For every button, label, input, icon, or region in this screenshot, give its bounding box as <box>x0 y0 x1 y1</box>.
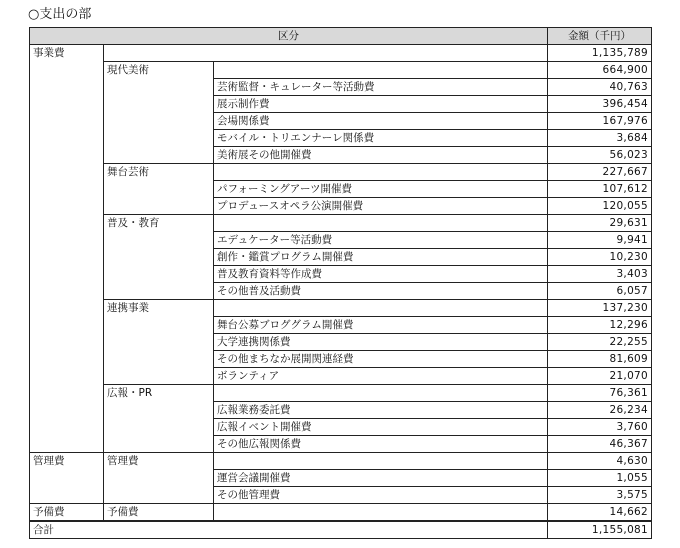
item-row <box>30 181 652 198</box>
item-amount: 81,609 <box>548 351 652 368</box>
subcategory-label <box>104 436 214 453</box>
item-row <box>30 402 652 419</box>
item-label: 芸術監督・キュレーター等活動費 <box>214 79 548 96</box>
group-label <box>30 368 104 385</box>
item-amount: 396,454 <box>548 96 652 113</box>
item-label: 会場関係費 <box>214 113 548 130</box>
item-label: 広報イベント開催費 <box>214 419 548 436</box>
group-row <box>30 45 652 62</box>
subcategory-label: 舞台芸術 <box>104 164 214 181</box>
total-label: 合計 <box>30 521 548 539</box>
category-header: 区分 <box>30 28 548 45</box>
item-amount: 1,055 <box>548 470 652 487</box>
group-label <box>30 181 104 198</box>
item-amount: 40,763 <box>548 79 652 96</box>
subcategory-label <box>104 249 214 266</box>
group-label <box>30 436 104 453</box>
item-amount: 10,230 <box>548 249 652 266</box>
subcategory-label <box>104 147 214 164</box>
group-label <box>30 402 104 419</box>
item-row <box>30 147 652 164</box>
subcategory-spacer <box>214 62 548 79</box>
subcategory-spacer <box>214 453 548 470</box>
subcategory-label <box>104 470 214 487</box>
item-amount: 26,234 <box>548 402 652 419</box>
subcategory-label <box>104 266 214 283</box>
item-label: その他管理費 <box>214 487 548 504</box>
group-label: 事業費 <box>30 45 104 62</box>
item-label: パフォーミングアーツ開催費 <box>214 181 548 198</box>
subcategory-label: 予備費 <box>104 504 214 522</box>
subcategory-label <box>104 351 214 368</box>
item-row <box>30 436 652 453</box>
amount-header: 金額（千円） <box>548 28 652 45</box>
item-amount: 120,055 <box>548 198 652 215</box>
subcategory-label: 現代美術 <box>104 62 214 79</box>
subcategory-row <box>30 504 652 522</box>
item-amount: 167,976 <box>548 113 652 130</box>
group-label: 予備費 <box>30 504 104 522</box>
group-label <box>30 300 104 317</box>
total-amount: 1,155,081 <box>548 521 652 539</box>
subcategory-row <box>30 300 652 317</box>
subcategory-amount: 14,662 <box>548 504 652 522</box>
item-amount: 6,057 <box>548 283 652 300</box>
item-row <box>30 96 652 113</box>
item-row <box>30 266 652 283</box>
group-label <box>30 113 104 130</box>
group-label <box>30 487 104 504</box>
item-amount: 12,296 <box>548 317 652 334</box>
item-row <box>30 79 652 96</box>
subcategory-label: 連携事業 <box>104 300 214 317</box>
group-label: 管理費 <box>30 453 104 470</box>
subcategory-row <box>30 453 652 470</box>
item-row <box>30 351 652 368</box>
subcategory-spacer <box>214 215 548 232</box>
item-label: 創作・鑑賞プログラム開催費 <box>214 249 548 266</box>
item-row <box>30 232 652 249</box>
item-label: その他まちなか展開関連経費 <box>214 351 548 368</box>
subcategory-label: 管理費 <box>104 453 214 470</box>
group-label <box>30 470 104 487</box>
item-amount: 46,367 <box>548 436 652 453</box>
item-amount: 107,612 <box>548 181 652 198</box>
item-row <box>30 419 652 436</box>
subcategory-amount: 4,630 <box>548 453 652 470</box>
group-label <box>30 266 104 283</box>
subcategory-row <box>30 215 652 232</box>
group-label <box>30 249 104 266</box>
group-label <box>30 232 104 249</box>
subcategory-label <box>104 113 214 130</box>
group-spacer <box>104 45 548 62</box>
subcategory-row <box>30 164 652 181</box>
subcategory-label <box>104 198 214 215</box>
subcategory-label <box>104 181 214 198</box>
item-amount: 3,760 <box>548 419 652 436</box>
subcategory-label <box>104 130 214 147</box>
subcategory-spacer <box>214 385 548 402</box>
subcategory-label: 広報・PR <box>104 385 214 402</box>
subcategory-row <box>30 385 652 402</box>
item-label: 運営会議開催費 <box>214 470 548 487</box>
item-label: 舞台公募ブロググラム開催費 <box>214 317 548 334</box>
subcategory-amount: 76,361 <box>548 385 652 402</box>
item-label: ボランティア <box>214 368 548 385</box>
subcategory-label <box>104 368 214 385</box>
subcategory-label <box>104 232 214 249</box>
item-label: エデュケーター等活動費 <box>214 232 548 249</box>
group-label <box>30 96 104 113</box>
item-row <box>30 368 652 385</box>
item-amount: 9,941 <box>548 232 652 249</box>
item-amount: 22,255 <box>548 334 652 351</box>
group-label <box>30 79 104 96</box>
item-amount: 3,684 <box>548 130 652 147</box>
expenditure-table <box>29 27 652 539</box>
subcategory-label <box>104 487 214 504</box>
total-row <box>30 521 652 539</box>
group-label <box>30 164 104 181</box>
item-row <box>30 113 652 130</box>
item-label: モバイル・トリエンナーレ関係費 <box>214 130 548 147</box>
subcategory-amount: 664,900 <box>548 62 652 79</box>
group-label <box>30 385 104 402</box>
subcategory-spacer <box>214 504 548 522</box>
subcategory-label <box>104 79 214 96</box>
subcategory-label <box>104 317 214 334</box>
item-row <box>30 198 652 215</box>
section-title: ○支出の部 <box>28 7 92 22</box>
subcategory-amount: 227,667 <box>548 164 652 181</box>
item-label: 普及教育資料等作成費 <box>214 266 548 283</box>
item-amount: 3,403 <box>548 266 652 283</box>
item-label: 大学連携関係費 <box>214 334 548 351</box>
subcategory-label <box>104 283 214 300</box>
subcategory-amount: 29,631 <box>548 215 652 232</box>
item-label: 展示制作費 <box>214 96 548 113</box>
item-row <box>30 283 652 300</box>
subcategory-label <box>104 419 214 436</box>
subcategory-label <box>104 334 214 351</box>
item-label: 美術展その他開催費 <box>214 147 548 164</box>
subcategory-label <box>104 402 214 419</box>
subcategory-label <box>104 96 214 113</box>
group-label <box>30 334 104 351</box>
group-label <box>30 130 104 147</box>
item-row <box>30 130 652 147</box>
group-label <box>30 317 104 334</box>
item-row <box>30 334 652 351</box>
item-label: プロデュースオペラ公演開催費 <box>214 198 548 215</box>
group-label <box>30 419 104 436</box>
group-label <box>30 198 104 215</box>
item-amount: 3,575 <box>548 487 652 504</box>
subcategory-spacer <box>214 164 548 181</box>
group-label <box>30 283 104 300</box>
item-amount: 21,070 <box>548 368 652 385</box>
item-row <box>30 317 652 334</box>
item-amount: 56,023 <box>548 147 652 164</box>
item-label: その他広報関係費 <box>214 436 548 453</box>
subcategory-spacer <box>214 300 548 317</box>
subcategory-row <box>30 62 652 79</box>
item-row <box>30 470 652 487</box>
group-label <box>30 62 104 79</box>
item-row <box>30 487 652 504</box>
group-amount: 1,135,789 <box>548 45 652 62</box>
item-label: その他普及活動費 <box>214 283 548 300</box>
item-row <box>30 249 652 266</box>
group-label <box>30 147 104 164</box>
subcategory-label: 普及・教育 <box>104 215 214 232</box>
group-label <box>30 351 104 368</box>
subcategory-amount: 137,230 <box>548 300 652 317</box>
table-header-row <box>30 28 652 45</box>
group-label <box>30 215 104 232</box>
item-label: 広報業務委託費 <box>214 402 548 419</box>
